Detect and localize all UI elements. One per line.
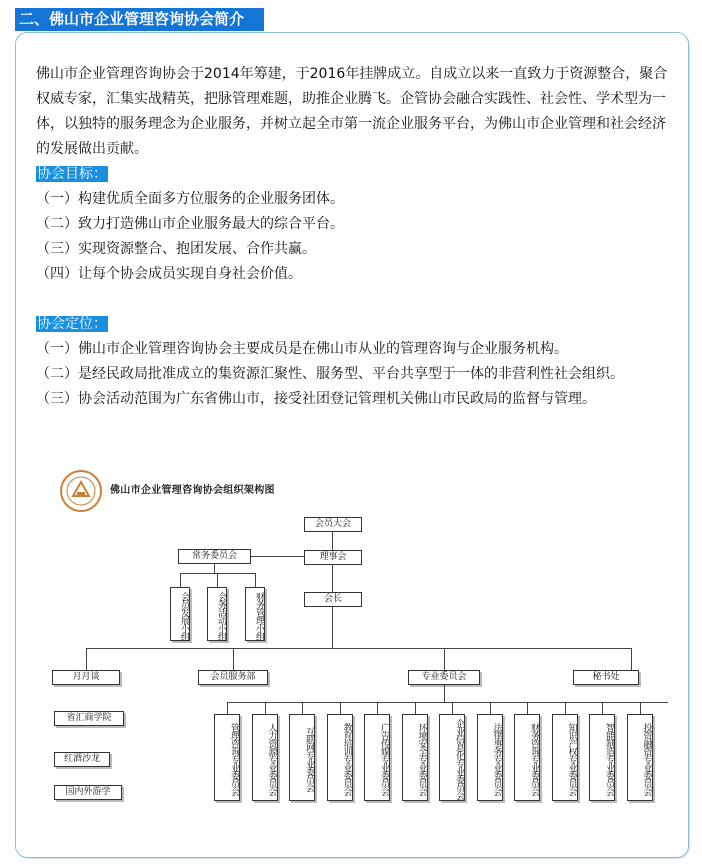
committee-label: 人力资源专业委员会	[266, 723, 277, 795]
committee-label: 财务咨询专业委员会	[529, 723, 539, 795]
org-box-monthly-talk-item: 省汇商学院	[54, 711, 124, 726]
positioning-heading-line	[36, 312, 676, 337]
committee-label: 法律事务专业委员会	[491, 723, 502, 795]
connector-line	[86, 648, 632, 649]
connector-line	[340, 702, 341, 714]
connector-line	[265, 702, 266, 714]
connector-line	[527, 702, 528, 714]
committee-label: 教育培训专业委员会	[341, 723, 352, 795]
positioning-heading: 协会定位：	[37, 316, 107, 332]
connector-line	[640, 702, 641, 714]
org-box-member-service: 会员服务部	[198, 670, 268, 685]
connector-line	[332, 532, 333, 550]
org-box-committee	[627, 714, 653, 801]
org-box-monthly-talk-item: 国内外游学	[54, 785, 122, 800]
connector-line	[255, 573, 256, 587]
org-box-committee	[514, 714, 540, 801]
positioning-item: （三）协会活动范围为广东省佛山市，接受社团登记管理机关佛山市民政局的监督与管理。	[36, 391, 596, 407]
org-box-secretariat: 秘书处	[573, 670, 639, 685]
committee-label: 环境安全专业委员会	[416, 723, 427, 795]
connector-line	[302, 702, 303, 714]
org-box-general-assembly: 会员大会	[304, 517, 362, 532]
org-box-committee	[327, 714, 353, 801]
connector-line	[377, 702, 378, 714]
goal-item: （一）构建优质全面多方位服务的企业服务团体。	[36, 191, 344, 207]
association-logo-icon	[58, 468, 104, 514]
section-title: 二、佛山市企业管理咨询协会简介	[15, 8, 264, 31]
org-box-committee	[402, 714, 428, 801]
connector-line	[444, 685, 445, 702]
connector-line	[180, 573, 181, 587]
intro-paragraph: 佛山市企业管理咨询协会于2014年筹建，于2016年挂牌成立。自成立以来一直致力于资源整合，聚合权威专家，汇集实战精英，把脉管理难题，助推企业腾飞。企管协会融合实践性、社会性、学术型为一体，以独特的服务理念为企业服务，并树立起全市第一流企业服务平台，为佛山市企业管理和社会经济的发展做出贡献。	[36, 66, 668, 157]
connector-line	[251, 556, 304, 557]
committee-label: 知识产权专业委员会	[566, 723, 577, 795]
org-chart-title: 佛山市企业管理咨询协会组织架构图	[110, 485, 275, 496]
connector-line	[490, 702, 491, 714]
org-box-president: 会长	[304, 592, 362, 607]
connector-line	[602, 702, 603, 714]
org-box-council: 理事会	[304, 550, 362, 565]
goal-item: （三）实现资源整合、抱团发展、合作共赢。	[36, 241, 316, 257]
org-box-committee	[364, 714, 390, 801]
positioning-item: （二）是经民政局批准成立的集资源汇聚性、服务型、平台共享型于一体的非营利性社会组织。	[36, 366, 624, 382]
org-box-committee	[552, 714, 578, 801]
goal-item: （四）让每个协会成员实现自身社会价值。	[36, 266, 302, 282]
org-box-monthly-talk: 月月谈	[52, 670, 120, 685]
connector-line	[217, 573, 218, 587]
connector-line	[631, 648, 632, 670]
connector-line	[86, 648, 87, 670]
committee-label: 企业信息化专业委员会	[454, 719, 464, 799]
committee-label: 智能制造专业委员会	[604, 723, 614, 795]
goal-item: （二）致力打造佛山市企业服务最大的综合平台。	[36, 216, 344, 232]
org-box-committee	[439, 714, 465, 801]
org-box-committee	[589, 714, 615, 801]
org-box-professional-committee: 专业委员会	[408, 670, 480, 685]
connector-line	[415, 702, 416, 714]
org-box-committee	[214, 714, 240, 801]
org-box-monthly-talk-item: 红酒沙龙	[54, 752, 110, 767]
positioning-item: （一）佛山市企业管理咨询协会主要成员是在佛山市从业的管理咨询与企业服务机构。	[36, 341, 568, 357]
org-box-standing-group: 财务管理小组	[245, 587, 265, 641]
org-box-standing-group: 会务活动小组	[207, 587, 227, 641]
org-box-committee	[477, 714, 503, 801]
goals-heading: 协会目标：	[37, 166, 107, 182]
org-box-committee	[289, 714, 315, 801]
connector-line	[565, 702, 566, 714]
connector-line	[452, 702, 453, 714]
org-box-committee	[252, 714, 278, 801]
content-body	[36, 62, 676, 412]
committee-label: 互联网专业委员会	[304, 727, 314, 791]
connector-line	[233, 648, 234, 670]
connector-line	[180, 573, 256, 574]
connector-line	[332, 607, 333, 648]
connector-line	[332, 565, 333, 592]
committee-label: 管理咨询专业委员会	[229, 723, 239, 795]
org-box-standing-committee: 常务委员会	[178, 549, 251, 564]
connector-line	[227, 702, 228, 714]
connector-line	[214, 564, 215, 573]
goals-heading-line	[36, 162, 676, 187]
committee-label: 投资融资专业委员会	[641, 723, 652, 795]
committee-label: 广告传媒专业委员会	[379, 723, 389, 795]
connector-line	[444, 648, 445, 670]
org-chart	[48, 467, 678, 809]
spacer	[36, 287, 676, 312]
org-box-standing-group: 会员发展小组	[170, 587, 190, 641]
